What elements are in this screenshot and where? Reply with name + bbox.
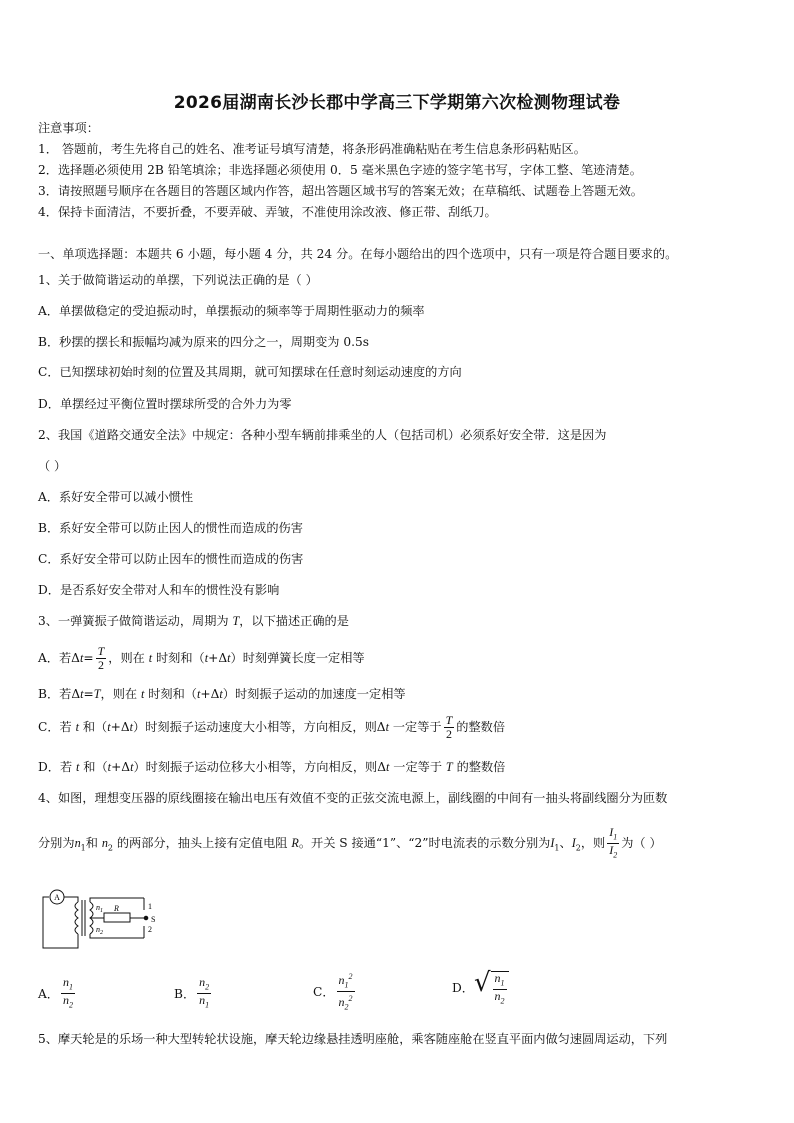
q4-option-c: C． $\frac{n_1^2}{n_2^2}$ (313, 972, 353, 1012)
svg-text:A: A (54, 893, 60, 902)
q1-option-a: A．单摆做稳定的受迫振动时，单摆振动的频率等于周期性驱动力的频率 (38, 304, 425, 318)
q3-option-b: B．若Δt=T，则在 t 时刻和（t+Δt）时刻振子运动的加速度一定相等 (38, 687, 406, 701)
notice-item-1: 1． 答题前，考生先将自己的姓名、准考证号填写清楚，将条形码准确粘贴在考生信息条形码粘贴区。 (38, 142, 586, 156)
q4-option-d: D． √ $\frac{n_1}{n_2}$ (452, 968, 509, 1008)
q2-stem: 2、我国《道路交通安全法》中规定：各种小型车辆前排乘坐的人（包括司机）必须系好安全带．这是因为 (38, 428, 607, 442)
fraction-i1-over-i2: $\frac{I_1}{I_2}$ (609, 824, 618, 860)
notice-item-3: 3．请按照题号顺序在各题目的答题区域内作答，超出答题区域书写的答案无效；在草稿纸、试题卷上答题无效。 (38, 184, 643, 198)
q4-stem-line2: 分别为$n_1$和 $n_2$ 的两部分，抽头上接有定值电阻 R。开关 S 接通“1”、“2”时电流表的示数分别为$I_1$、$I_2$，则 $\frac{I_1}{I_2}$ 为（ ） (38, 824, 662, 860)
q2-option-b: B．系好安全带可以防止因人的惯性而造成的伤害 (38, 521, 303, 535)
q1-option-b: B．秒摆的摆长和振幅均减为原来的四分之一，周期变为 0.5s (38, 335, 369, 349)
q1-stem: 1、关于做简谐运动的单摆，下列说法正确的是（ ） (38, 273, 318, 287)
q3-option-c: C．若 t 和（t+Δt）时刻振子运动速度大小相等，方向相反，则Δt 一定等于 $\frac{T}{2}$ 的整数倍 (38, 713, 506, 741)
transformer-circuit-diagram (38, 880, 168, 950)
notice-item-2: 2．选择题必须使用 2B 铅笔填涂；非选择题必须使用 0．5 毫米黑色字迹的签字笔书写，字体工整、笔迹清楚。 (38, 163, 642, 177)
q2-paren: （ ） (38, 459, 67, 473)
section-heading: 一、单项选择题：本题共 6 小题，每小题 4 分，共 24 分。在每小题给出的四个选项中，只有一项是符合题目要求的。 (38, 247, 678, 261)
q2-option-d: D．是否系好安全带对人和车的惯性没有影响 (38, 583, 280, 597)
exam-title: 2026届湖南长沙长郡中学高三下学期第六次检测物理试卷 (173, 93, 621, 113)
q1-option-c: C．已知摆球初始时刻的位置及其周期，就可知摆球在任意时刻运动速度的方向 (38, 365, 462, 379)
svg-text:n1: $n_1$ (96, 903, 103, 914)
q5-stem-line1: 5、摩天轮是的乐场一种大型转轮状设施，摩天轮边缘悬挂透明座舱，乘客随座舱在竖直平面内做匀速圆周运动，下列 (38, 1032, 668, 1046)
notice-heading: 注意事项： (38, 121, 99, 135)
q3-option-d: D．若 t 和（t+Δt）时刻振子运动位移大小相等，方向相反，则Δt 一定等于 T 的整数倍 (38, 760, 506, 774)
svg-text:S: S (151, 915, 156, 924)
svg-text:n2: $n_2$ (96, 925, 103, 936)
q4-option-b: B． $\frac{n_2}{n_1}$ (174, 975, 210, 1010)
svg-text:R: R (114, 904, 119, 913)
q3-stem: 3、一弹簧振子做简谐运动，周期为 T，以下描述正确的是 (38, 614, 349, 628)
q2-option-c: C．系好安全带可以防止因车的惯性而造成的伤害 (38, 552, 304, 566)
q2-option-a: A．系好安全带可以减小惯性 (38, 490, 194, 504)
fraction-t-over-2: $\frac{T}{2}$ (97, 644, 105, 672)
q1-option-d: D．单摆经过平衡位置时摆球所受的合外力为零 (38, 397, 292, 411)
svg-text:1: 1 (148, 902, 152, 911)
svg-text:2: 2 (148, 925, 152, 934)
q4-option-a: A． $\frac{n_1}{n_2}$ (38, 975, 73, 1010)
square-root: √ $\frac{n_1}{n_2}$ (474, 968, 509, 1008)
q4-stem-line1: 4、如图，理想变压器的原线圈接在输出电压有效值不变的正弦交流电源上，副线圈的中间有一抽头将副线圈分为匝数 (38, 791, 668, 805)
q3-option-a: A．若Δt= $\frac{T}{2}$ ，则在 t 时刻和（t+Δt）时刻弹簧长度一定相等 (38, 644, 365, 672)
fraction-t-over-2: $\frac{T}{2}$ (445, 713, 453, 741)
notice-item-4: 4．保持卡面清洁，不要折叠，不要弄破、弄皱，不准使用涂改液、修正带、刮纸刀。 (38, 205, 497, 219)
